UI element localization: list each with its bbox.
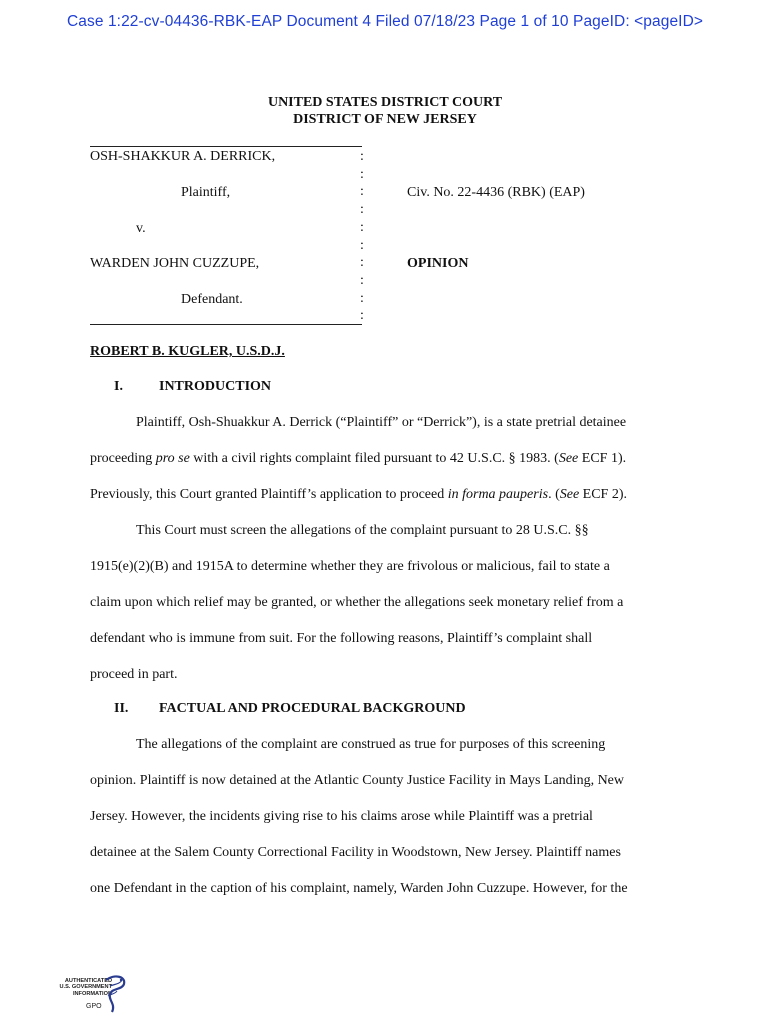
civil-case-number: Civ. No. 22-4436 (RBK) (EAP)	[407, 185, 585, 200]
seal-text: AUTHENTICATED U.S. GOVERNMENT INFORMATION	[59, 978, 112, 997]
case-header-stamp: Case 1:22-cv-04436-RBK-EAP Document 4 Filed 07/18/23 Page 1 of 10 PageID: <pageID>	[66, 13, 704, 30]
paragraph-line: Previously, this Court granted Plaintiff’s application to proceed in forma pauperis. (See ECF 2).	[90, 487, 628, 502]
caption-plaintiff-name: OSH-SHAKKUR A. DERRICK,	[90, 149, 276, 164]
paragraph-line: one Defendant in the caption of his complaint, namely, Warden John Cuzzupe. However, for the	[90, 881, 628, 896]
section-number: II.	[114, 701, 129, 716]
court-heading	[0, 94, 770, 128]
section-title: FACTUAL AND PROCEDURAL BACKGROUND	[159, 701, 466, 716]
gpo-authentication-seal	[40, 974, 130, 1018]
paragraph-line: defendant who is immune from suit. For the following reasons, Plaintiff’s complaint shall	[90, 631, 593, 646]
document-type-label: OPINION	[407, 256, 469, 271]
section-number: I.	[114, 379, 123, 394]
caption-defendant-role: Defendant.	[181, 292, 243, 307]
seal-gpo-label: GPO	[86, 1003, 102, 1010]
paragraph-line: opinion. Plaintiff is now detained at the Atlantic County Justice Facility in Mays Landing, New	[90, 773, 625, 788]
caption-colon: :	[360, 255, 364, 271]
paragraph-line: detainee at the Salem County Correctional Facility in Woodstown, New Jersey. Plaintiff names	[90, 845, 621, 860]
caption-plaintiff-role: Plaintiff,	[181, 185, 231, 200]
caption-colon: :	[360, 308, 364, 324]
paragraph-line: Jersey. However, the incidents giving rise to his claims arose while Plaintiff was a pretrial	[90, 809, 593, 824]
caption-colon: :	[360, 149, 364, 164]
section-title: INTRODUCTION	[159, 379, 272, 394]
paragraph-line: This Court must screen the allegations of the complaint pursuant to 28 U.S.C. §§	[136, 523, 589, 538]
caption-colon: :	[360, 237, 364, 253]
paragraph-line: 1915(e)(2)(B) and 1915A to determine whether they are frivolous or malicious, fail to state a	[90, 559, 610, 574]
paragraph-line: The allegations of the complaint are construed as true for purposes of this screening	[136, 737, 606, 752]
paragraph-line: proceeding pro se with a civil rights complaint filed pursuant to 42 U.S.C. § 1983. (See ECF 1).	[90, 451, 627, 466]
court-district: DISTRICT OF NEW JERSEY	[293, 112, 477, 127]
paragraph-line: claim upon which relief may be granted, or whether the allegations seek monetary relief from a	[90, 595, 624, 610]
caption-top-rule	[90, 146, 362, 147]
caption-colon: :	[360, 184, 364, 200]
caption-colon: :	[360, 202, 364, 218]
caption-bottom-rule	[90, 324, 362, 325]
paragraph-line: proceed in part.	[90, 667, 178, 682]
introduction-body	[90, 405, 680, 693]
caption-colon: :	[360, 290, 364, 306]
caption-colon: :	[360, 219, 364, 235]
caption-versus: v.	[136, 221, 146, 236]
caption-colon: :	[360, 272, 364, 288]
court-name: UNITED STATES DISTRICT COURT	[267, 95, 503, 110]
eagle-emblem-icon	[102, 974, 128, 1016]
caption-colon-column	[360, 148, 370, 325]
caption-defendant-name: WARDEN JOHN CUZZUPE,	[90, 256, 260, 271]
paragraph-line: Plaintiff, Osh-Shuakkur A. Derrick (“Plaintiff” or “Derrick”), is a state pretrial detainee	[136, 415, 627, 430]
caption-colon: :	[360, 166, 364, 182]
background-body	[90, 727, 680, 907]
judge-name: ROBERT B. KUGLER, U.S.D.J.	[90, 344, 285, 359]
